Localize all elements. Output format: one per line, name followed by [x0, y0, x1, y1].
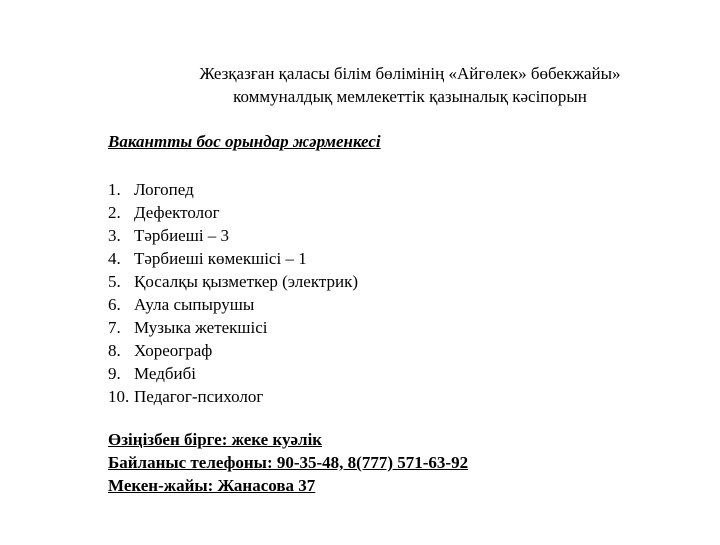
list-item-number: 3. — [108, 226, 121, 245]
list-item — [108, 293, 358, 316]
list-item-label: Дефектолог — [134, 203, 220, 222]
required-documents: Өзіңізбен бірге: жеке куәлік — [108, 430, 323, 449]
list-item-label: Хореограф — [134, 341, 213, 360]
list-item-label: Логопед — [134, 180, 194, 199]
list-item-number: 7. — [108, 318, 121, 337]
list-item-label: Тәрбиеші көмекшісі – 1 — [134, 249, 307, 268]
list-item-label: Тәрбиеші – 3 — [134, 226, 230, 245]
contact-phone: Байланыс телефоны: 90-35-48, 8(777) 571-63-92 — [108, 453, 469, 472]
document-header — [150, 62, 670, 108]
list-item — [108, 316, 358, 339]
list-item-label: Медбибі — [134, 364, 196, 383]
list-item-number: 10. — [108, 387, 130, 406]
list-item — [108, 247, 358, 270]
list-item-number: 4. — [108, 249, 121, 268]
contact-info — [108, 428, 468, 497]
list-item — [108, 224, 358, 247]
list-item — [108, 385, 358, 408]
list-item-number: 2. — [108, 203, 121, 222]
list-item-label: Қосалқы қызметкер (электрик) — [134, 272, 359, 291]
list-item — [108, 178, 358, 201]
list-item — [108, 339, 358, 362]
list-item-label: Педагог-психолог — [134, 387, 264, 406]
list-item-number: 6. — [108, 295, 121, 314]
list-item-number: 5. — [108, 272, 121, 291]
list-item — [108, 362, 358, 385]
vacancy-list — [108, 178, 358, 408]
list-item — [108, 270, 358, 293]
contact-address: Мекен-жайы: Жанасова 37 — [108, 476, 316, 495]
organization-name-line-1: Жезқазған қаласы білім бөлімінің «Айгөлек» бөбекжайы» — [199, 64, 621, 83]
list-item-number: 1. — [108, 180, 121, 199]
list-item-label: Аула сыпырушы — [134, 295, 255, 314]
list-item-number: 9. — [108, 364, 121, 383]
list-item — [108, 201, 358, 224]
organization-name-line-2: коммуналдық мемлекеттік қазыналық кәсіпорын — [233, 87, 587, 106]
section-title: Вакантты бос орындар жәрменкесі — [108, 132, 381, 151]
list-item-label: Музыка жетекшісі — [134, 318, 268, 337]
list-item-number: 8. — [108, 341, 121, 360]
